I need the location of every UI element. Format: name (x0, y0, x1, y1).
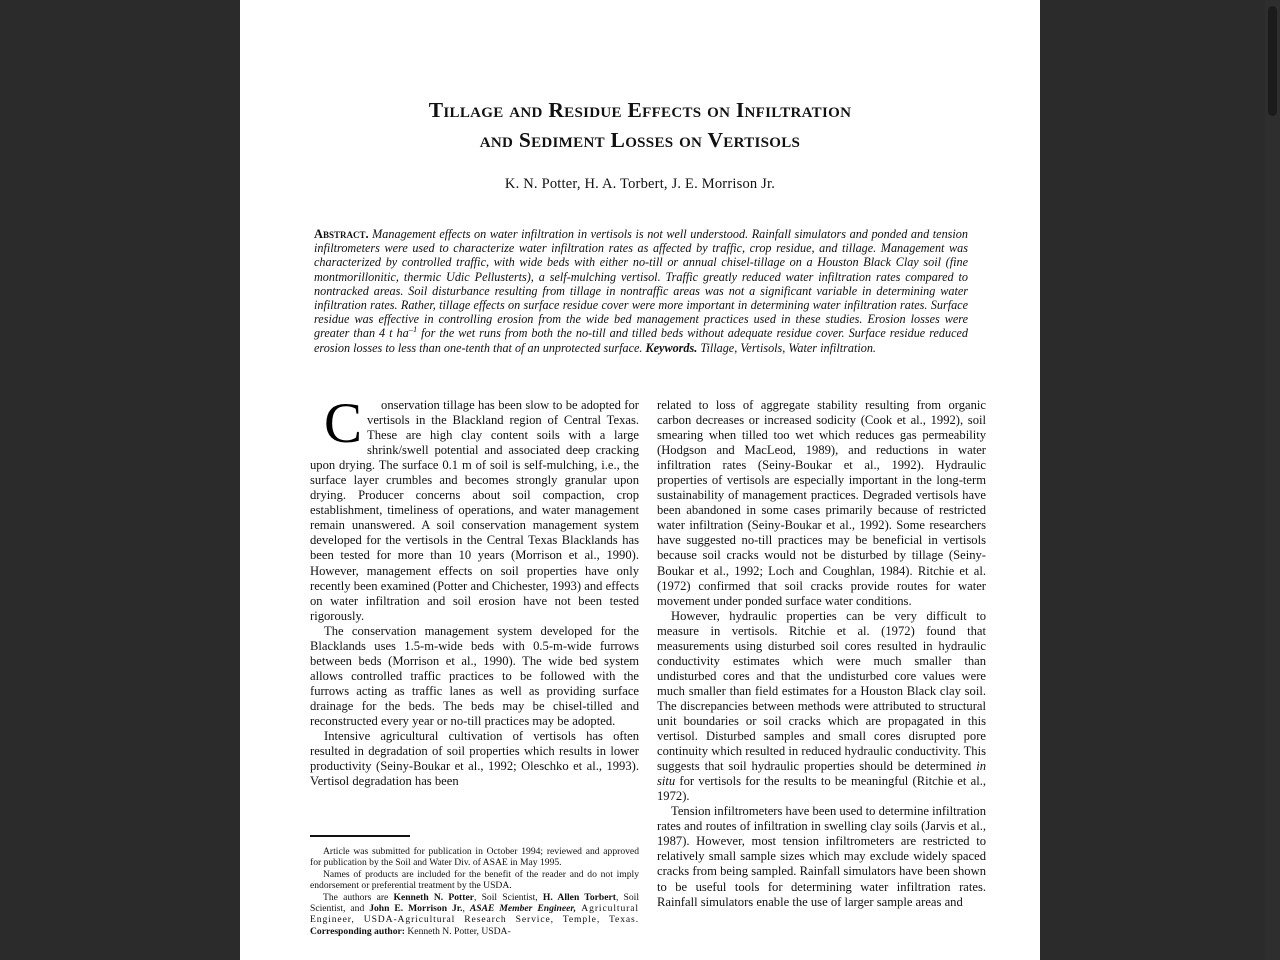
right-paragraph-3: Tension infiltrometers have been used to determine infiltration rates and routes of infiltration in swelling clay soils (Jarvis et al., 1987). However, most tension infiltrometers are restricted to relatively small sample sizes which may exclude widely spaced cracks from being sampled. Rainfall simulators have been shown to be useful tools for determining water infiltration rates. Rainfall simulators enable the use of larger sample areas and (657, 804, 986, 909)
footnote-p3-e: Agricultural Engineer, USDA-Agricultural Research Service, Temple, Texas. (310, 903, 639, 926)
footnote-p3-a: The authors are (323, 891, 394, 903)
scrollbar-thumb[interactable] (1268, 6, 1277, 116)
page-title-line-1: Tillage and Residue Effects on Infiltration (428, 98, 852, 122)
left-paragraph-1 (310, 392, 639, 624)
body-columns (310, 392, 986, 937)
footnote-author-3: John E. Morrison Jr. (369, 903, 463, 915)
left-column (310, 392, 640, 937)
left-paragraph-1-text: onservation tillage has been slow to be adopted for vertisols in the Blackland region of Central Texas. These are high clay content soils with a large shrink/swell potential and associated deep cracking upon drying. The surface 0.1 m of soil is self-mulching, i.e., the surface layer crumbles and becomes strongly granular upon drying. Producer concerns about soil compaction, crop establishment, timeliness of operations, and water management remain unanswered. A soil conservation management system developed for the vertisols in the Central Texas Blacklands has been tested for more than 10 years (Morrison et al., 1990). However, management effects on soil properties have only recently been examined (Potter and Chichester, 1993) and effects on water infiltration and soil erosion have not been tested rigorously. (310, 398, 639, 623)
drop-cap-letter: C (324, 392, 363, 455)
right-p2-a: However, hydraulic properties can be very difficult to measure in vertisols. Ritchie et al. (1972) found that measurements using disturbed soil cores resulted in hydraulic conductivity estimates which were much smaller than undisturbed cores and that the undisturbed core values were much smaller than field estimates for a Houston Black clay soil. The discrepancies between methods were attributed to structural unit boundaries or soil cracks which are propagated in this vertisol. Disturbed samples and small cores disrupted pore continuity which resulted in reduced hydraulic conductivity. This suggests that soil hydraulic properties should be determined (657, 608, 986, 774)
footnote-paragraph-1: Article was submitted for publication in October 1994; reviewed and approved for publication by the Soil and Water Div. of ASAE in May 1995. (310, 846, 639, 869)
abstract-body-part-2: for the wet runs from both the no-till and tilled beds without adequate residue cover. Surface residue reduced erosion losses to less than one-tenth that of an unprotected surface. (314, 326, 968, 355)
keywords-label: Keywords. (645, 340, 698, 355)
keywords-value: Tillage, Vertisols, Water infiltration. (700, 340, 876, 355)
vertical-scrollbar[interactable] (1265, 0, 1280, 960)
author-list: K. N. Potter, H. A. Torbert, J. E. Morrison Jr. (504, 176, 776, 192)
corresponding-author-value: Kenneth N. Potter, USDA- (404, 925, 511, 937)
abstract-label: Abstract. (314, 227, 369, 241)
abstract-superscript: –1 (408, 324, 418, 335)
footnote-p3-d: , (462, 903, 470, 915)
abstract-body-part-1: Management effects on water infiltration in vertisols is not well understood. Rainfall simulators and ponded and tension infiltrometers were used to characterize water infiltration rates as affected by traffic, crop residue, and tillage. Management was characterized by controlled traffic, with wide beds with either no-till or annual chisel-tillage on a Houston Black Clay soil (fine montmorillonitic, thermic Udic Pellusterts), a self-mulching vertisol. Traffic greatly reduced water infiltration rates compared to nontracked areas. Soil disturbance resulting from tillage in nontraffic areas was not a significant variable in determining water infiltration rates. Rather, tillage effects on surface residue cover were more important in determining water infiltration rates. Surface residue was effective in controlling erosion from the wide bed management practices used in these studies. Erosion losses were greater than 4 t ha (314, 227, 968, 341)
left-paragraph-3: Intensive agricultural cultivation of vertisols has often resulted in degradation of soil properties which results in lower productivity (Seiny-Boukar et al., 1992; Oleschko et al., 1993). Vertisol degradation has been (310, 729, 639, 789)
right-column (657, 398, 986, 910)
right-p2-italic: in situ (657, 759, 986, 789)
footnote-p3-b: , Soil Scientist, (473, 891, 543, 903)
document-page (240, 0, 1040, 960)
page-title-line-2: and Sediment Losses on Vertisols (479, 128, 801, 152)
footnote-block (310, 835, 639, 937)
corresponding-author-label: Corresponding author: (310, 925, 405, 937)
footnote-author-2: H. Allen Torbert (542, 891, 616, 903)
right-paragraph-2 (657, 609, 986, 805)
footnote-paragraph-2: Names of products are included for the benefit of the reader and do not imply endorsement or preferential treatment by the USDA. (310, 868, 639, 892)
footnote-paragraph-3 (310, 892, 639, 938)
footnote-divider (310, 835, 410, 837)
abstract-section (314, 227, 968, 355)
right-paragraph-1: related to loss of aggregate stability resulting from organic carbon decreases or increased sodicity (Cook et al., 1992), soil smearing when tilled too wet which reduces gas permeability (Hodgson and MacLeod, 1989), and reductions in water infiltration rates (Seiny-Boukar et al., 1992). Hydraulic properties of vertisols are especially important in the long-term sustainability of management practices. Degraded vertisols have been abandoned in some cases primarily because of restricted water infiltration (Seiny-Boukar et al., 1992). Some researchers have suggested no-till practices may be beneficial in vertisols because soil cracks would not be disturbed by tillage (Seiny-Boukar et al., 1992; Loch and Coughlan, 1984). Ritchie et al. (1972) confirmed that soil cracks provide routes for water movement under ponded surface water conditions. (657, 398, 986, 608)
footnote-affiliation-italic: ASAE Member Engineer, (469, 903, 576, 915)
footnote-text (310, 846, 639, 937)
right-p2-b: for vertisols for the results to be meaningful (Ritchie et al., 1972). (657, 774, 986, 804)
footnote-p3-c: , Soil Scientist, and (310, 891, 640, 915)
left-paragraph-2: The conservation management system developed for the Blacklands uses 1.5-m-wide beds with 0.5-m-wide furrows between beds (Morrison et al., 1990). The wide bed system allows controlled traffic practices to be followed with the furrows acting as traffic lanes as well as providing surface drainage for the beds. The beds may be chisel-tilled and reconstructed every year or no-till practices may be adopted. (310, 623, 639, 728)
footnote-author-1: Kenneth N. Potter (393, 891, 474, 903)
